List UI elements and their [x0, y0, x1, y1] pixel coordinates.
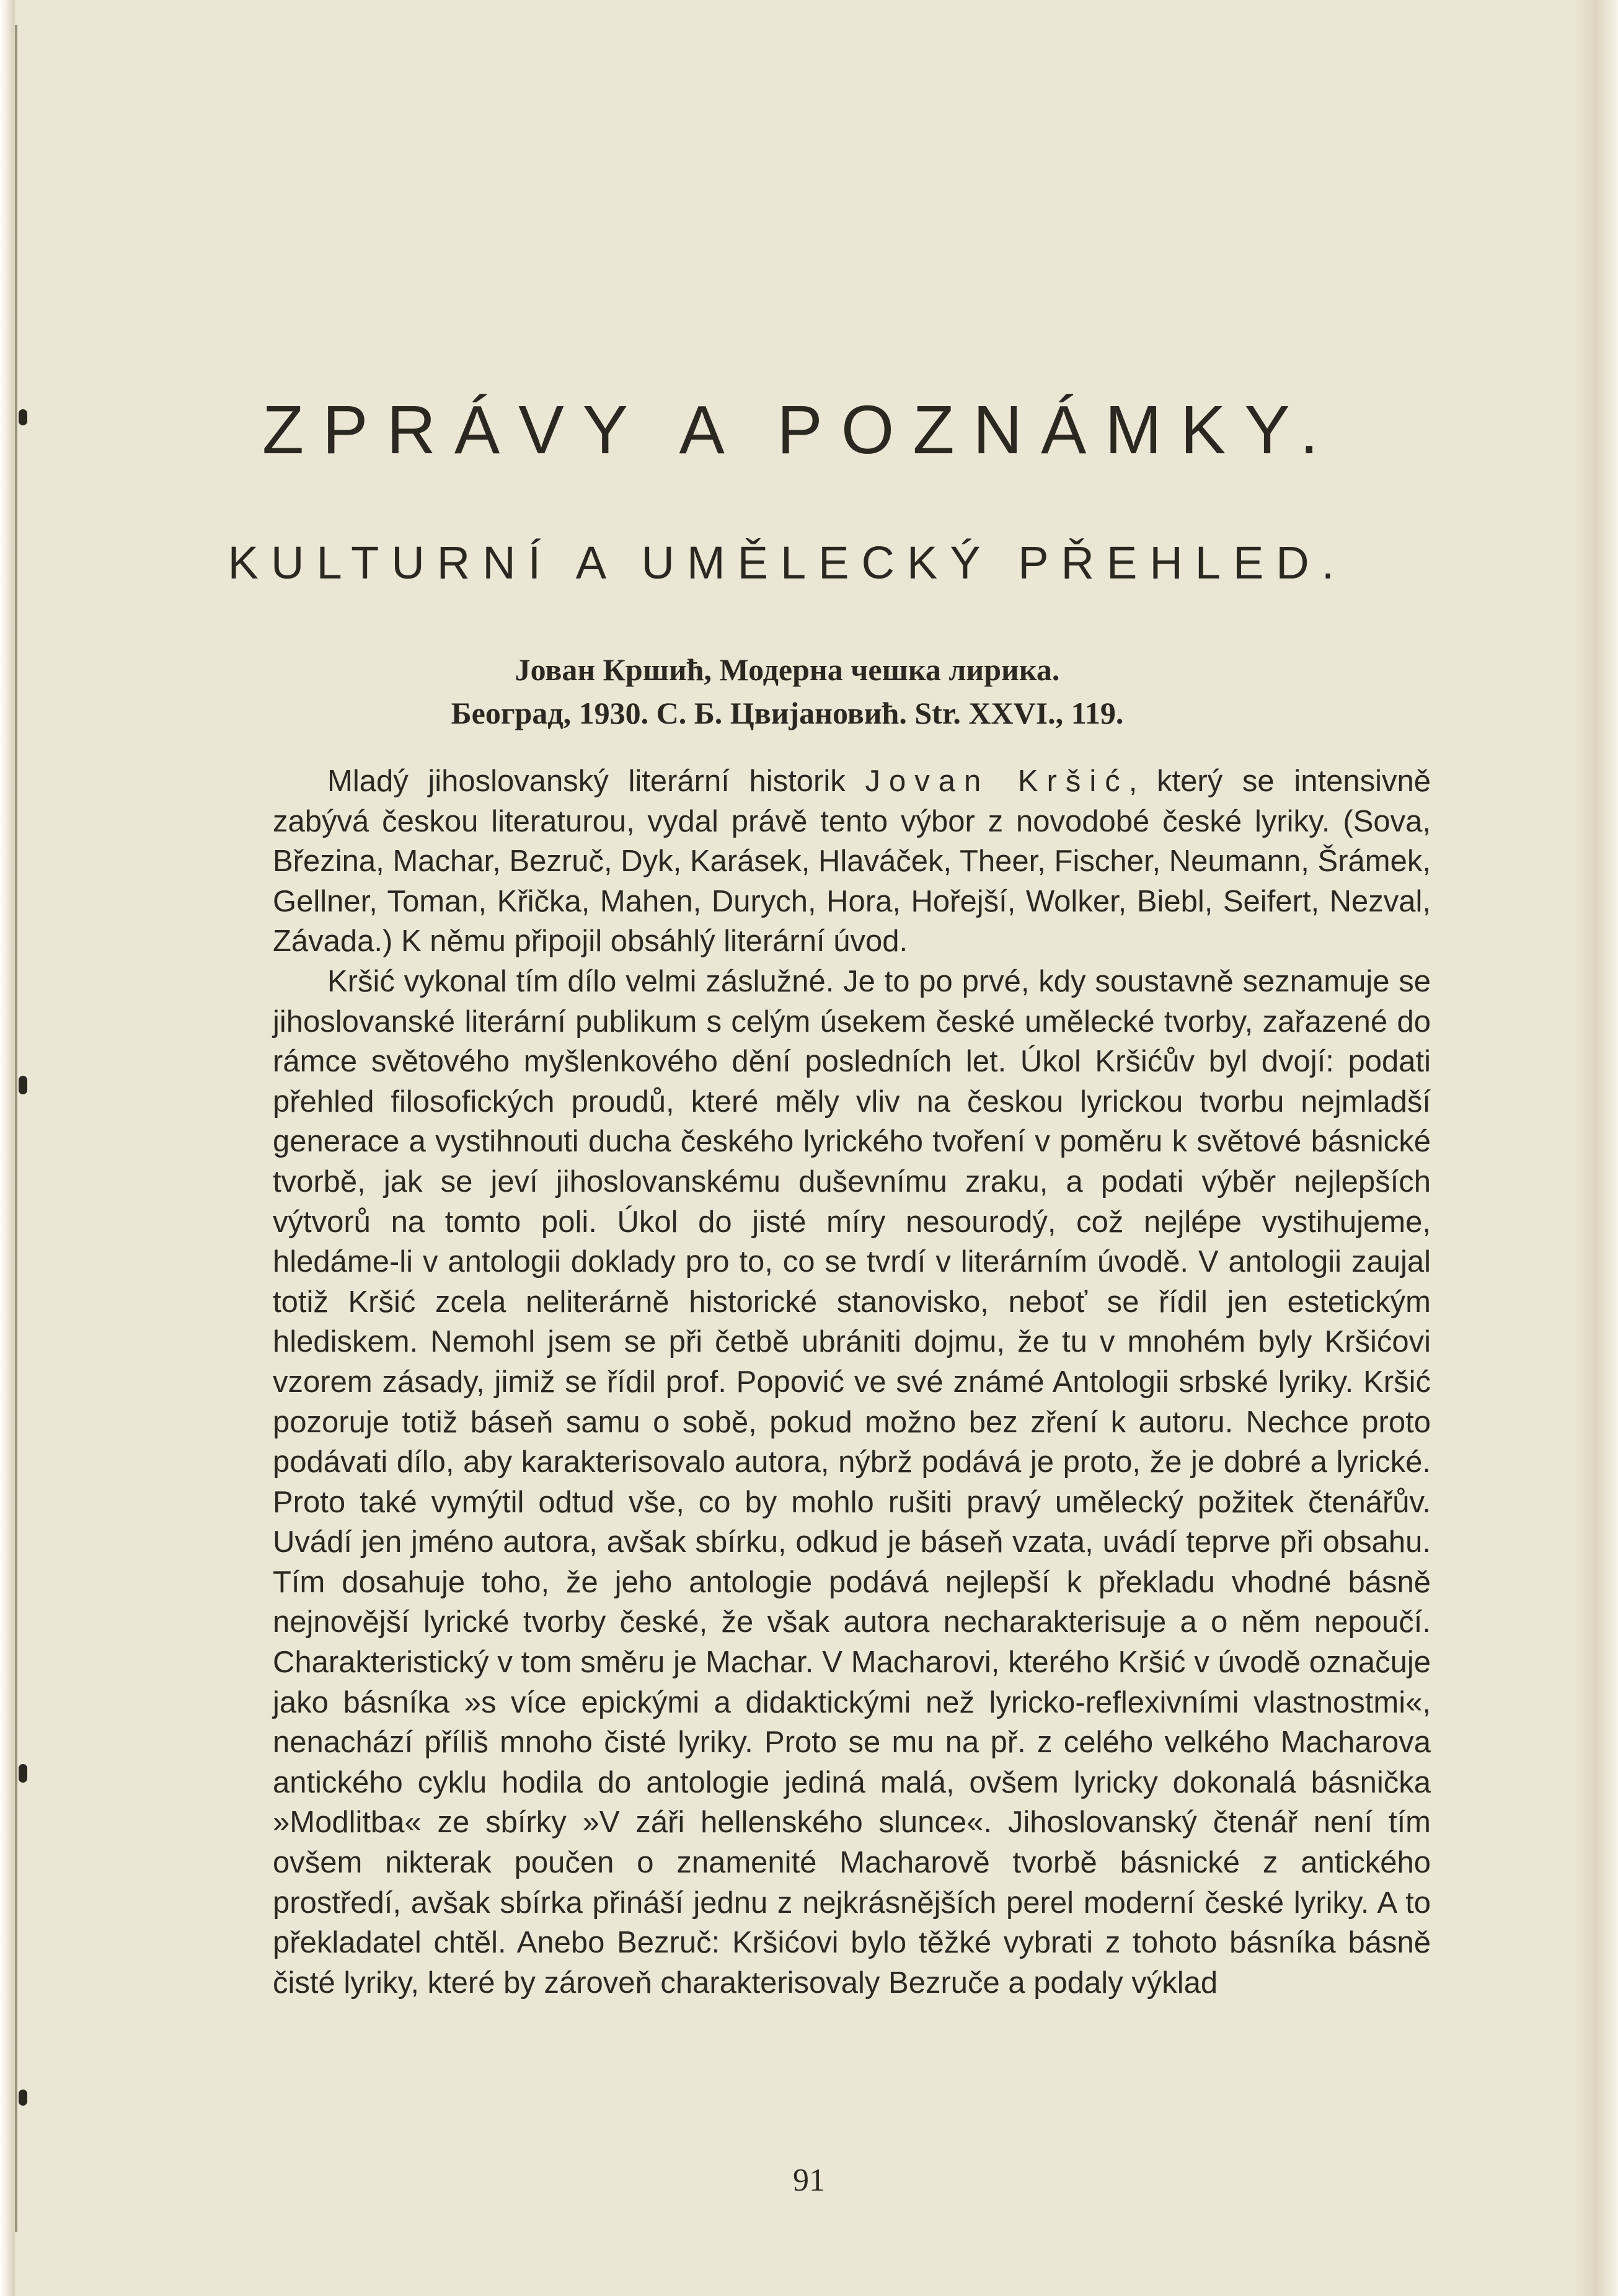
book-citation	[205, 648, 1370, 735]
paragraph-1-rest: , který se intensivně zabývá českou literaturou, vydal právě tento výbor z novodobé české lyriky. (Sova, Březina, Machar, Bezruč, Dyk, Karásek, Hlaváček, Theer, Fischer, Neumann, Šrámek, Gellner, Toman, Křička, Mahen, Durych, Hora, Hořejší, Wolker, Biebl, Seifert, Nezval, Závada.) K němu připojil obsáhlý literární úvod.	[273, 765, 1431, 959]
paragraph-1-start: Mladý jihoslovanský literární historik	[327, 765, 865, 798]
section-title: KULTURNÍ A UMĚLECKÝ PŘEHLED.	[228, 537, 1347, 588]
page-right-edge	[1575, 0, 1618, 2296]
binding-line	[15, 25, 17, 2232]
paragraph	[273, 761, 1431, 962]
binding-mark	[19, 1076, 27, 1094]
page-number: 91	[793, 2163, 825, 2198]
binding-mark	[19, 1764, 27, 1783]
paragraph-2: Kršić vykonal tím dílo velmi záslužné. Je to po prvé, kdy soustavně seznamuje se jihoslovanské literární publikum s celým úsekem české umělecké tvorby, zařazené do rámce světového myšlenkového dění posledních let. Úkol Kršićův byl dvojí: podati přehled filosofických proudů, které měly vliv na českou lyrickou tvorbu nejmladší generace a vystihnouti ducha českého lyrického tvoření v poměru k světové básnické tvorbě, jak se jeví jihoslovanskému duševnímu zraku, a podati výběr nejlepších výtvorů na tomto poli. Úkol do jisté míry nesourodý, což nejlépe vystihujeme, hledáme-li v antologii doklady pro to, co se tvrdí v literárním úvodě. V antologii zaujal totiž Kršić zcela neliterárně historické stanovisko, neboť se řídil jen estetickým hlediskem. Nemohl jsem se při četbě ubrániti dojmu, že tu v mnohém byly Kršićovi vzorem zásady, jimiž se řídil prof. Popović ve své známé Antologii srbské lyriky. Kršić pozoruje totiž báseň samu o sobě, pokud možno bez zření k autoru. Nechce proto podávati dílo, aby karakterisovalo autora, nýbrž podává je proto, že je dobré a lyrické. Proto také vymýtil odtud vše, co by mohlo rušiti pravý umělecký požitek čtenářův. Uvádí jen jméno autora, avšak sbírku, odkud je báseň vzata, uvádí teprve při obsahu. Tím dosahuje toho, že jeho antologie podává nejlepší k překladu vhodné básně nejnovější lyrické tvorby české, že však autora necharakterisuje a o něm nepoučí. Charakteristický v tom směru je Machar. V Macharovi, kterého Kršić v úvodě označuje jako básníka »s více epickými a didaktickými než lyricko-reflexivními vlastnostmi«, nenachází příliš mnoho čisté lyriky. Proto se mu na př. z celého velkého Macharova antického cyklu hodila do antologie jediná malá, ovšem lyricky dokonalá básnička »Modlitba« ze sbírky »V záři hellenského slunce«. Jihoslovanský čtenář není tím ovšem nikterak poučen o znamenité Macharově tvorbě básnické z antického prostředí, avšak sbírka přináší jednu z nejkrásnějších perel moderní české lyriky. A to překladatel chtěl. Anebo Bezruč: Kršićovi bylo těžké vybrati z tohoto básníka básně čisté lyriky, které by zároveň charakterisovaly Bezruče a podaly výklad	[273, 964, 1431, 2000]
main-title: ZPRÁVY A POZNÁMKY.	[262, 392, 1338, 468]
book-imprint-line: Београд, 1930. С. Б. Цвијановић. Str. XXVI., 119.	[451, 696, 1124, 730]
binding-mark	[19, 409, 27, 425]
book-title-line: Јован Кршић, Модерна чешка лирика.	[515, 652, 1060, 687]
author-name: Jovan Kršić	[865, 765, 1129, 798]
binding-mark	[19, 2090, 27, 2106]
paragraph	[273, 962, 1431, 2003]
article-body	[273, 761, 1431, 2003]
page-left-edge	[0, 0, 16, 2296]
